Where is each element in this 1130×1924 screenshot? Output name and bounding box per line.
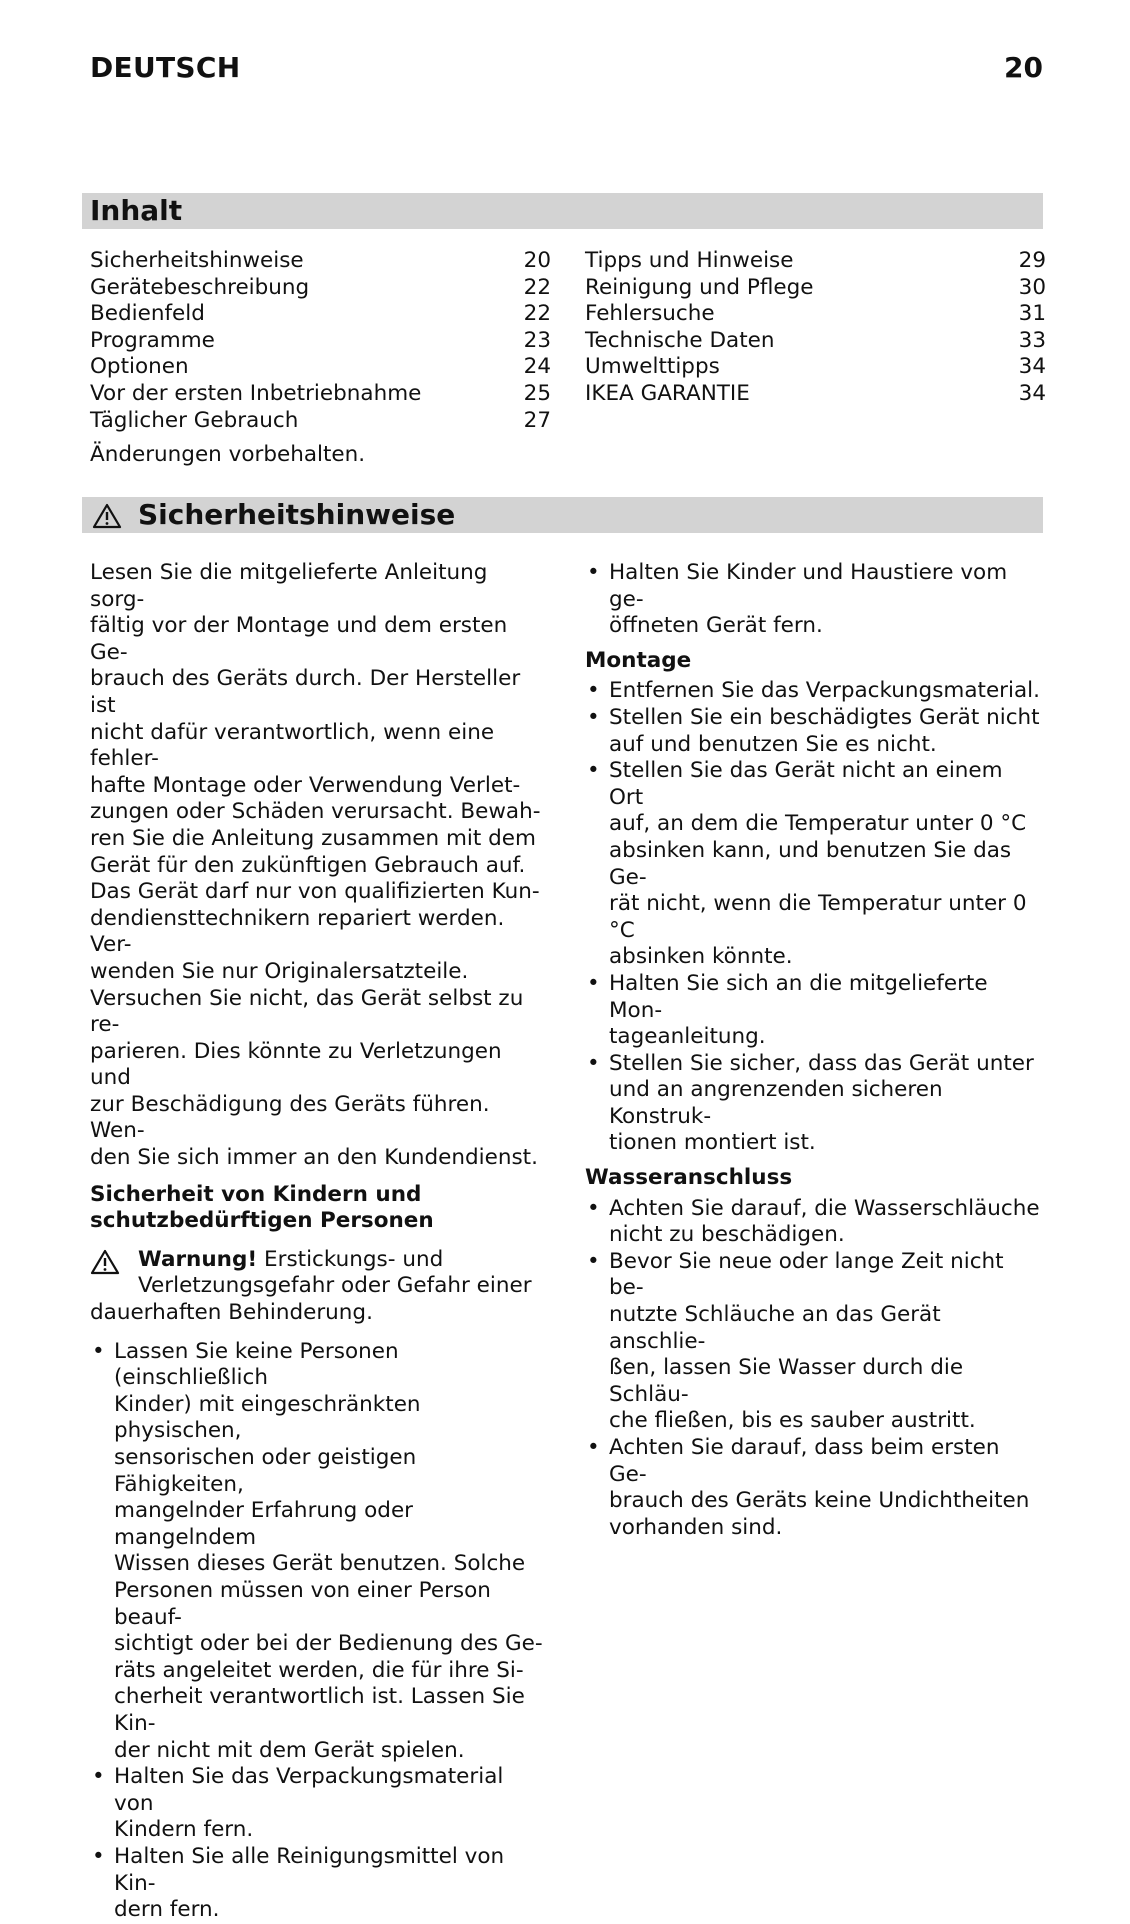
toc-entry-label: Sicherheitshinweise [90, 248, 304, 273]
warning-triangle-icon [92, 503, 122, 529]
bullet-item [585, 1249, 1040, 1435]
toc-entry-page: 20 [523, 248, 551, 273]
safety-right-column [585, 560, 1040, 1541]
intro-line: zungen oder Schäden verursacht. Bewah- [90, 799, 541, 825]
toc-entry-page: 27 [523, 407, 551, 433]
children-safety-heading [90, 1182, 545, 1235]
bullet-line: • Halten Sie sich an die mitgelieferte Mon- [609, 970, 988, 1023]
bullet-line: nicht zu beschädigen. [609, 1222, 845, 1248]
toc-entry[interactable] [90, 408, 551, 435]
bullet-line: • Stellen Sie das Gerät nicht an einem Ort [609, 758, 1003, 810]
intro-line: ren Sie die Anleitung zusammen mit dem [90, 825, 536, 851]
toc-entry[interactable] [90, 248, 551, 275]
toc-entry[interactable] [90, 301, 551, 328]
children-bullet-list [90, 1339, 545, 1924]
intro-line: dendiensttechnikern repariert werden. Ver- [90, 905, 505, 958]
bullet-line: che fließen, bis es sauber austritt. [609, 1408, 976, 1434]
warning-block [90, 1247, 545, 1327]
toc-entry-page: 22 [523, 301, 551, 327]
bullet-line: mangelnder Erfahrung oder mangelndem [114, 1498, 414, 1550]
intro-line: wenden Sie nur Originalersatzteile. [90, 958, 469, 984]
bullet-line: auf und benutzen Sie es nicht. [609, 731, 937, 757]
contents-title: Inhalt [90, 194, 183, 227]
language-label: DEUTSCH [90, 51, 241, 84]
toc-entry-label: Reinigung und Pflege [585, 274, 814, 300]
safety-intro-paragraph [90, 560, 545, 1172]
bullet-line: vorhanden sind. [609, 1514, 783, 1540]
bullet-line: Wissen dieses Gerät benutzen. Solche [114, 1551, 526, 1577]
bullet-item [585, 1435, 1040, 1541]
bullet-item [90, 1764, 545, 1844]
intro-line: Das Gerät darf nur von qualifizierten Kun- [90, 879, 540, 905]
heading-line: schutzbedürftigen Personen [90, 1208, 434, 1234]
intro-line: Versuchen Sie nicht, das Gerät selbst zu re- [90, 985, 524, 1038]
warning-line-2: Verletzungsgefahr oder Gefahr einer [138, 1273, 532, 1299]
intro-line: nicht dafür verantwortlich, wenn eine fehler- [90, 719, 495, 772]
toc-entry[interactable] [585, 248, 1046, 275]
bullet-line: • Halten Sie das Verpackungsmaterial von [114, 1764, 504, 1816]
toc-entry-label: Vor der ersten Inbetriebnahme [90, 380, 422, 406]
toc-entry-page: 25 [523, 380, 551, 406]
bullet-item [585, 678, 1040, 705]
bullet-line: sensorischen oder geistigen Fähigkeiten, [114, 1445, 417, 1497]
toc-entry-page: 30 [1018, 274, 1046, 300]
intro-line: brauch des Geräts durch. Der Hersteller ist [90, 666, 521, 718]
warning-label: Warnung! [138, 1246, 258, 1272]
toc-entry[interactable] [90, 328, 551, 355]
toc-entry-label: Programme [90, 327, 215, 353]
toc-entry[interactable] [585, 328, 1046, 355]
toc-entry-label: Täglicher Gebrauch [90, 407, 299, 433]
water-bullet-list [585, 1196, 1040, 1542]
bullet-item [90, 1339, 545, 1765]
toc-entry-page: 24 [523, 354, 551, 380]
bullet-line: • Stellen Sie ein beschädigtes Gerät nicht [609, 704, 1040, 730]
bullet-line: brauch des Geräts keine Undichtheiten [609, 1488, 1030, 1514]
safety-heading-bar [82, 497, 1043, 533]
bullet-line: Kindern fern. [114, 1817, 254, 1843]
toc-entry-label: Optionen [90, 354, 189, 380]
toc-entry-page: 34 [1018, 380, 1046, 406]
safety-left-column [90, 560, 545, 1924]
intro-line: zur Beschädigung des Geräts führen. Wen- [90, 1091, 490, 1144]
bullet-item [585, 1051, 1040, 1157]
bullet-item [585, 971, 1040, 1051]
bullet-line: tageanleitung. [609, 1024, 766, 1050]
bullet-line: • Entfernen Sie das Verpackungsmaterial. [609, 678, 1040, 704]
bullet-line: • Achten Sie darauf, die Wasserschläuche [609, 1195, 1040, 1221]
intro-line: fältig vor der Montage und dem ersten Ge- [90, 613, 508, 665]
toc-entry[interactable] [90, 354, 551, 381]
montage-heading: Montage [585, 647, 692, 673]
intro-line: Lesen Sie die mitgelieferte Anleitung sorg- [90, 560, 488, 612]
toc-entry-label: Fehlersuche [585, 301, 715, 327]
bullet-line: Kinder) mit eingeschränkten physischen, [114, 1391, 421, 1444]
warning-text-1: Erstickungs- und [257, 1246, 444, 1272]
bullet-line: der nicht mit dem Gerät spielen. [114, 1737, 465, 1763]
toc-entry[interactable] [585, 381, 1046, 408]
bullet-line: • Achten Sie darauf, dass beim ersten Ge- [609, 1435, 1000, 1487]
bullet-line: Personen müssen von einer Person beauf- [114, 1577, 491, 1630]
intro-line: parieren. Dies könnte zu Verletzungen und [90, 1038, 502, 1091]
bullet-line: cherheit verantwortlich ist. Lassen Sie Kin- [114, 1684, 525, 1736]
montage-bullet-list [585, 678, 1040, 1157]
bullet-line: nutzte Schläuche an das Gerät anschlie- [609, 1302, 941, 1354]
bullet-item [585, 1196, 1040, 1249]
bullet-line: auf, an dem die Temperatur unter 0 °C [609, 811, 1027, 837]
bullet-line: absinken könnte. [609, 944, 793, 970]
bullet-line: dern fern. [114, 1897, 220, 1923]
bullet-line: • Halten Sie alle Reinigungsmittel von Kin- [114, 1843, 505, 1896]
bullet-item [585, 705, 1040, 758]
water-connection-heading: Wasseranschluss [585, 1165, 793, 1191]
bullet-item [585, 758, 1040, 971]
bullet-line: ßen, lassen Sie Wasser durch die Schläu- [609, 1355, 964, 1407]
bullet-line: absinken kann, und benutzen Sie das Ge- [609, 837, 1012, 890]
toc-entry-page: 22 [523, 274, 551, 300]
bullet-line: • Bevor Sie neue oder lange Zeit nicht be- [609, 1248, 1004, 1301]
toc-entry-page: 23 [523, 327, 551, 353]
toc-entry-page: 29 [1018, 248, 1046, 273]
contents-heading-bar [82, 193, 1043, 229]
toc-entry-label: Tipps und Hinweise [585, 248, 794, 273]
warning-triangle-icon [90, 1249, 120, 1275]
bullet-item [90, 1844, 545, 1924]
bullet-line: sichtigt oder bei der Bedienung des Ge- [114, 1631, 543, 1657]
intro-line: den Sie sich immer an den Kundendienst. [90, 1145, 538, 1171]
toc-entry-label: Umwelttipps [585, 354, 720, 380]
toc-entry-label: Bedienfeld [90, 301, 205, 327]
bullet-line: • Lassen Sie keine Personen (einschließlich [114, 1338, 399, 1391]
bullet-line: tionen montiert ist. [609, 1130, 816, 1156]
toc-left-column [90, 248, 551, 434]
safety-title: Sicherheitshinweise [138, 498, 456, 531]
page-number: 20 [1004, 51, 1043, 84]
toc-entry-page: 34 [1018, 354, 1046, 380]
toc-entry-label: Gerätebeschreibung [90, 274, 310, 300]
bullet-line: • Stellen Sie sicher, dass das Gerät unter [609, 1050, 1034, 1076]
page-header [90, 50, 1043, 90]
toc-entry-page: 31 [1018, 301, 1046, 327]
warning-line-1 [90, 1247, 545, 1274]
bullet-line: räts angeleitet werden, die für ihre Si- [114, 1657, 524, 1683]
changes-note: Änderungen vorbehalten. [90, 442, 366, 467]
bullet-item [585, 560, 1040, 640]
intro-line: Gerät für den zukünftigen Gebrauch auf. [90, 852, 526, 878]
warning-line-3: dauerhaften Behinderung. [90, 1300, 373, 1326]
toc-entry-label: IKEA GARANTIE [585, 380, 750, 406]
toc-entry[interactable] [585, 275, 1046, 302]
toc-entry-label: Technische Daten [585, 327, 775, 353]
heading-line: Sicherheit von Kindern und [90, 1181, 422, 1207]
toc-entry[interactable] [90, 275, 551, 302]
bullet-line: öffneten Gerät fern. [609, 613, 823, 639]
bullet-line: rät nicht, wenn die Temperatur unter 0 °C [609, 891, 1027, 943]
intro-line: hafte Montage oder Verwendung Verlet- [90, 772, 521, 798]
toc-entry-page: 33 [1018, 327, 1046, 353]
toc-entry[interactable] [585, 301, 1046, 328]
bullet-line: und an angrenzenden sicheren Konstruk- [609, 1077, 943, 1129]
bullet-line: • Halten Sie Kinder und Haustiere vom ge- [609, 560, 1008, 612]
toc-entry[interactable] [585, 354, 1046, 381]
toc-entry[interactable] [90, 381, 551, 408]
right-top-bullet-list [585, 560, 1040, 640]
toc-right-column [585, 248, 1046, 408]
